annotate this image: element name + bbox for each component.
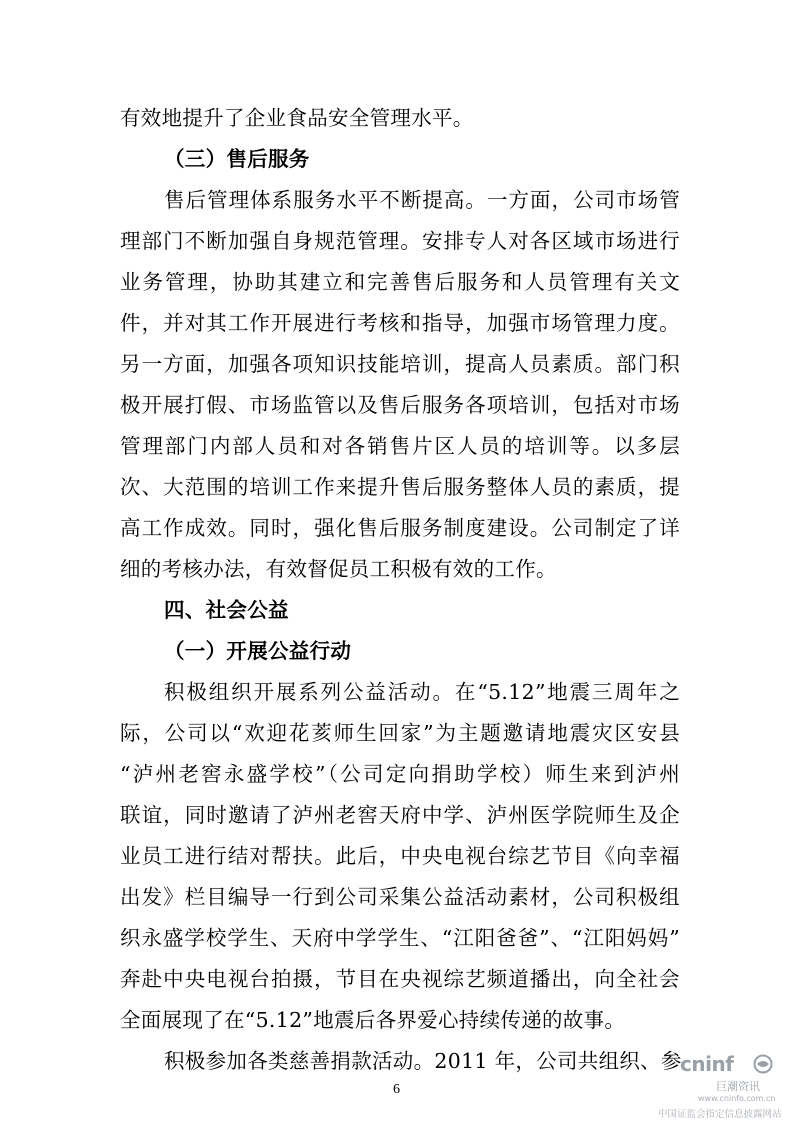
paragraph-line: 奔赴中央电视台拍摄，节目在央视综艺频道播出，向全社会 xyxy=(120,967,680,991)
paragraph-line: 业务管理，协助其建立和完善售后服务和人员管理有关文 xyxy=(120,270,680,294)
cninfo-watermark xyxy=(640,1050,790,1122)
paragraph-line: 细的考核办法，有效督促员工积极有效的工作。 xyxy=(120,557,557,581)
cninfo-logo: cninf xyxy=(680,1052,734,1076)
watermark-site: 中国证监会指定信息披露网站 xyxy=(658,1109,782,1120)
paragraph-line: 管理部门内部人员和对各销售片区人员的培训等。以多层 xyxy=(120,434,680,458)
paragraph-line: 际，公司以“欢迎花荄师生回家”为主题邀请地震灾区安县 xyxy=(120,721,680,745)
paragraph-line: 联谊，同时邀请了泸州老窖天府中学、泸州医学院师生及企 xyxy=(120,803,680,827)
paragraph-line: 业员工进行结对帮扶。此后，中央电视台综艺节目《向幸福 xyxy=(120,844,680,868)
paragraph-line: 全面展现了在“5.12”地震后各界爱心持续传递的故事。 xyxy=(120,1008,626,1032)
paragraph-line: 高工作成效。同时，强化售后服务制度建设。公司制定了详 xyxy=(120,516,680,540)
paragraph-line: 积极组织开展系列公益活动。在“5.12”地震三周年之 xyxy=(164,680,680,704)
paragraph-line: 极开展打假、市场监管以及售后服务各项培训，包括对市场 xyxy=(120,393,680,417)
paragraph-line: 有效地提升了企业食品安全管理水平。 xyxy=(120,106,474,130)
paragraph-line: 另一方面，加强各项知识技能培训，提高人员素质。部门积 xyxy=(120,352,680,376)
section-heading-social-welfare: 四、社会公益 xyxy=(164,598,289,622)
watermark-url: www.cninfo.com.cn xyxy=(698,1094,776,1103)
paragraph-line: 织永盛学校学生、天府中学学生、“江阳爸爸”、“江阳妈妈” xyxy=(120,926,680,950)
paragraph-line: 售后管理体系服务水平不断提高。一方面，公司市场管 xyxy=(164,188,680,212)
paragraph-line: 件，并对其工作开展进行考核和指导，加强市场管理力度。 xyxy=(120,311,680,335)
paragraph-line: 理部门不断加强自身规范管理。安排专人对各区域市场进行 xyxy=(120,229,680,253)
section-heading-after-sales: （三）售后服务 xyxy=(164,147,310,171)
subsection-heading-public-welfare: （一）开展公益行动 xyxy=(164,639,352,663)
paragraph-line: 出发》栏目编导一行到公司采集公益活动素材，公司积极组 xyxy=(120,885,680,909)
paragraph-line: 积极参加各类慈善捐款活动。2011 年，公司共组织、参 xyxy=(164,1049,682,1073)
cninfo-logo-icon xyxy=(752,1054,774,1074)
page-number: 6 xyxy=(393,1082,400,1097)
paragraph-line: “泸州老窖永盛学校”（公司定向捐助学校）师生来到泸州 xyxy=(120,762,680,786)
paragraph-line: 次、大范围的培训工作来提升售后服务整体人员的素质，提 xyxy=(120,475,680,499)
watermark-name: 巨潮资讯 xyxy=(716,1080,760,1093)
